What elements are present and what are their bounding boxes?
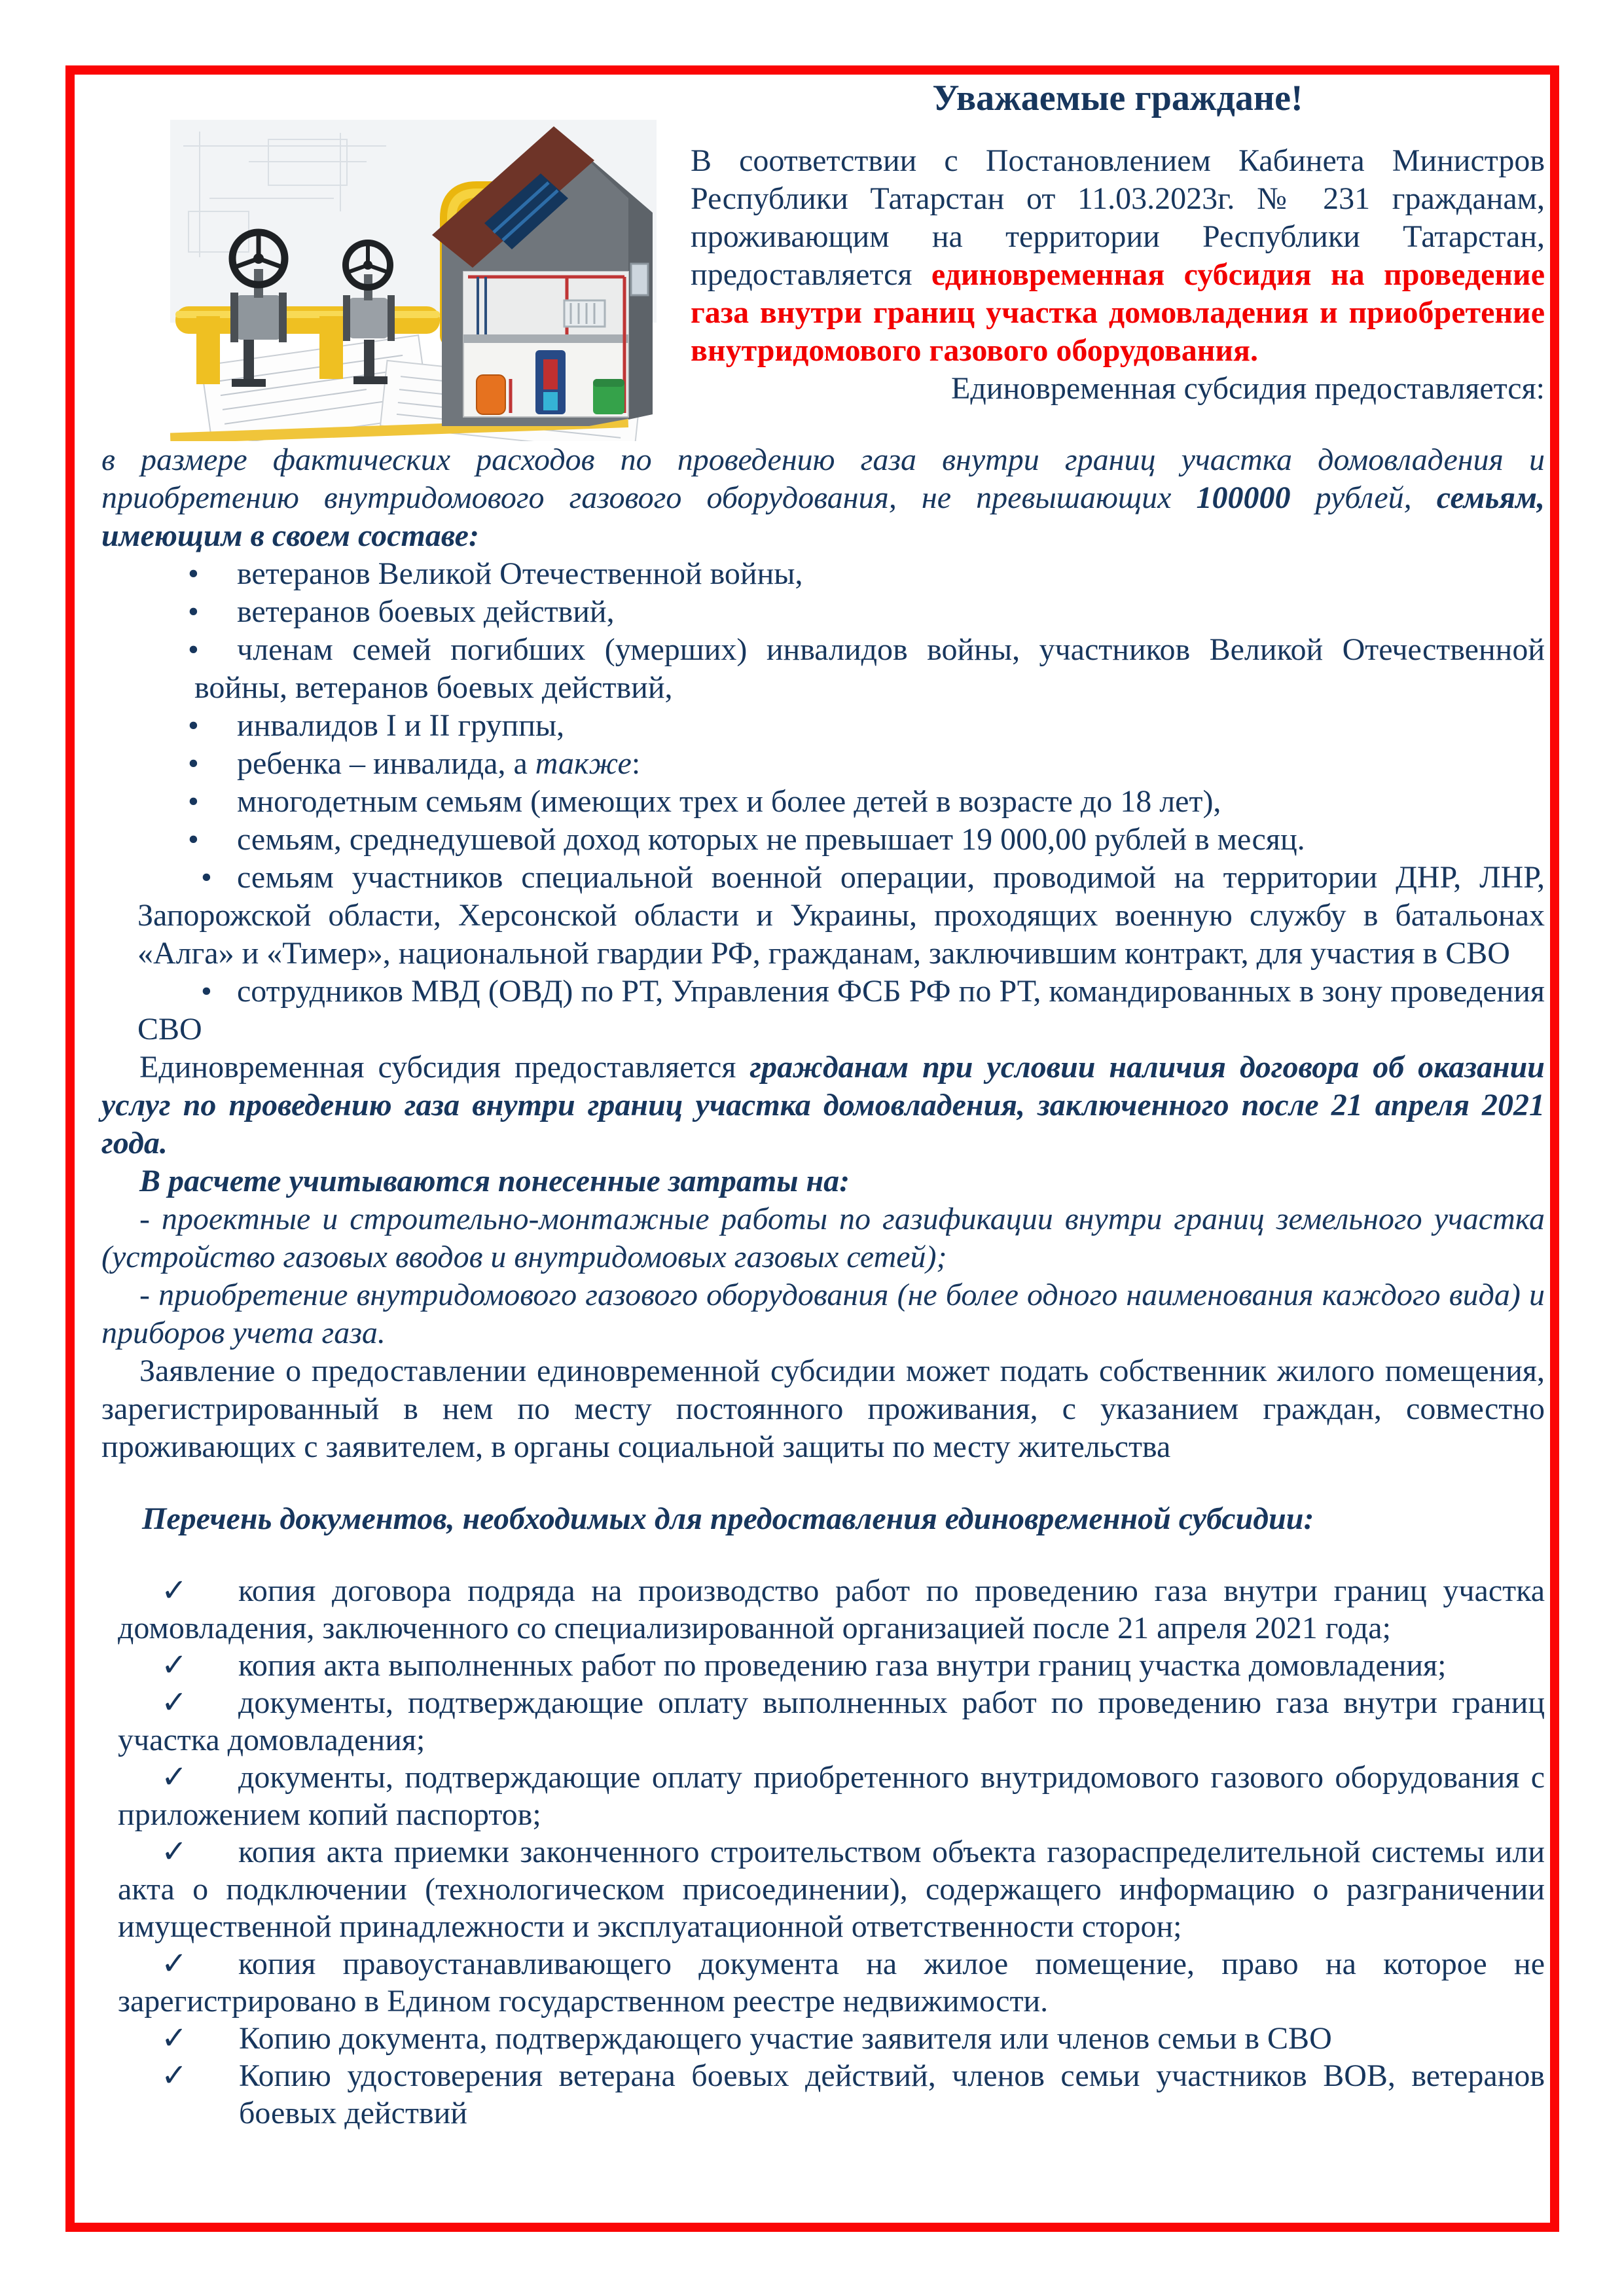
intro-lead: В соответствии с Постановлением Кабинета Министров Республики Татарстан от 11.03.2023г. № 231 гражданам, проживающим на территории Республики Татарстан, предоставляется [691, 143, 1545, 292]
bullet-icon: • [188, 822, 199, 857]
document-text: копия акта приемки законченного строительством объекта газораспределительной системы или акта о подключении (технологическом присоединении), содержащего информацию о разграничении имущественной принадлежности и эксплуатационной ответственности сторон; [118, 1835, 1545, 1944]
document-text: Копию удостоверения ветерана боевых действий, членов семьи участников ВОВ, ветеранов боевых действий [239, 2058, 1545, 2130]
red-border-frame [65, 65, 1559, 2232]
beneficiary-text: ветеранов Великой Отечественной войны, [237, 556, 803, 591]
beneficiary-item [101, 707, 1545, 745]
contract-paragraph [101, 1049, 1545, 1162]
beneficiary-item [101, 593, 1545, 631]
beneficiary-text: семьям участников специальной военной операции, проводимой на территории ДНР, ЛНР, Запорожской области, Херсонской области и Украины, проходящих военную службу в батальонах «Алга» и «Тимер», национальной гвардии РФ, гражданам, заключившим контракт, для участия в СВО [137, 860, 1545, 971]
document-item [101, 2020, 1545, 2057]
beneficiary-text: сотрудников МВД (ОВД) по РТ, Управления ФСБ РФ по РТ, командированных в зону проведения СВО [137, 974, 1545, 1047]
bullet-icon: • [201, 860, 212, 895]
conditions-paragraph [101, 441, 1545, 555]
bullet-icon: • [188, 708, 199, 743]
bullet-icon: • [188, 632, 199, 667]
beneficiary-text: ребенка – инвалида, а [237, 746, 535, 781]
check-icon: ✓ [161, 2058, 188, 2093]
header-block [101, 75, 1545, 441]
beneficiary-item [101, 859, 1545, 973]
gas-house-illustration-svg [170, 120, 657, 441]
beneficiary-text: многодетным семьям (имеющих трех и более детей в возрасте до 18 лет), [237, 784, 1221, 819]
bullet-icon: • [188, 594, 199, 629]
header-text-column [691, 75, 1545, 408]
document-item [101, 1572, 1545, 1647]
beneficiary-item [101, 973, 1545, 1049]
provided-line: Единовременная субсидия предоставляется: [951, 371, 1545, 406]
document-text: документы, подтверждающие оплату выполненных работ по проведению газа внутри границ участка домовладения; [118, 1685, 1545, 1757]
check-icon: ✓ [161, 1835, 188, 1869]
bullet-icon: • [188, 784, 199, 819]
documents-header: Перечень документов, необходимых для предоставления единовременной субсидии: [142, 1501, 1314, 1536]
gas-house-illustration [170, 120, 657, 441]
beneficiary-text: семьям, среднедушевой доход которых не превышает 19 000,00 рублей в месяц. [237, 822, 1305, 857]
check-icon: ✓ [161, 1648, 188, 1683]
beneficiary-text-italic: также [535, 746, 632, 781]
document-text: копия акта выполненных работ по проведению газа внутри границ участка домовладения; [238, 1648, 1447, 1683]
document-text: документы, подтверждающие оплату приобретенного внутридомового газового оборудования с приложением копий паспортов; [118, 1760, 1545, 1832]
document-item [101, 1647, 1545, 1684]
check-icon: ✓ [161, 1685, 188, 1720]
conditions-tail: семьям, имеющим в своем составе: [101, 480, 1545, 553]
document-item [101, 1945, 1545, 2020]
check-icon: ✓ [161, 1760, 188, 1795]
document-item [101, 1684, 1545, 1759]
document-text: Копию документа, подтверждающего участие заявителя или членов семьи в СВО [239, 2021, 1332, 2056]
document-text: копия договора подряда на производство работ по проведению газа внутри границ участка домовладения, заключенного со специализированной организацией после 21 апреля 2021 года; [118, 1573, 1545, 1645]
contract-lead: Единовременная субсидия предоставляется [139, 1050, 750, 1085]
beneficiary-item [101, 821, 1545, 859]
beneficiary-item [101, 745, 1545, 783]
beneficiary-item [101, 783, 1545, 821]
conditions-pre: в размере фактических расходов по проведению газа внутри границ участка домовладения и приобретению внутридомового газового оборудования, не превышающих [101, 442, 1545, 515]
beneficiary-item [101, 631, 1545, 707]
beneficiary-item [101, 555, 1545, 593]
beneficiary-text: ветеранов боевых действий, [237, 594, 615, 629]
check-icon: ✓ [161, 1946, 188, 1981]
cost-item: - приобретение внутридомового газового оборудования (не более одного наименования каждого вида) и приборов учета газа. [101, 1278, 1545, 1350]
document-text: копия правоустанавливающего документа на жилое помещение, право на которое не зарегистрировано в Едином государственном реестре недвижимости. [118, 1946, 1545, 2018]
costs-header: В расчете учитываются понесенные затраты на: [139, 1164, 850, 1198]
intro-highlight: единовременная субсидия на проведение газа внутри границ участка домовладения и приобретение внутридомового газового оборудования. [691, 257, 1545, 368]
beneficiary-text: : [631, 746, 641, 781]
conditions-mid: рублей, [1290, 480, 1437, 515]
bullet-icon: • [201, 974, 212, 1009]
cost-item: - проектные и строительно-монтажные работы по газификации внутри границ земельного участка (устройство газовых вводов и внутридомовых газовых сетей); [101, 1202, 1545, 1274]
intro-paragraph [691, 142, 1545, 370]
check-icon: ✓ [161, 1573, 188, 1608]
beneficiary-text: инвалидов I и II группы, [237, 708, 565, 743]
application-paragraph: Заявление о предоставлении единовременной субсидии может подать собственник жилого помещения, зарегистрированный в нем по месту постоянного проживания, с указанием граждан, совместно проживающих с заявителем, в органы социальной защиты по месту жительства [101, 1354, 1545, 1464]
bullet-icon: • [188, 556, 199, 591]
page-title: Уважаемые граждане! [932, 78, 1303, 118]
poster-content [101, 75, 1545, 2132]
subsidy-amount: 100000 [1196, 480, 1291, 515]
document-item [101, 1759, 1545, 1833]
contract-emphasis: гражданам при условии наличия договора об оказании услуг по проведению газа внутри границ участка домовладения, заключенного после 21 апреля 2021 года. [101, 1050, 1545, 1160]
check-icon: ✓ [161, 2021, 188, 2056]
bullet-icon: • [188, 746, 199, 781]
beneficiary-text: членам семей погибших (умерших) инвалидов войны, участников Великой Отечественной войны, ветеранов боевых действий, [194, 632, 1545, 705]
document-item [101, 1833, 1545, 1945]
document-item [101, 2057, 1545, 2132]
